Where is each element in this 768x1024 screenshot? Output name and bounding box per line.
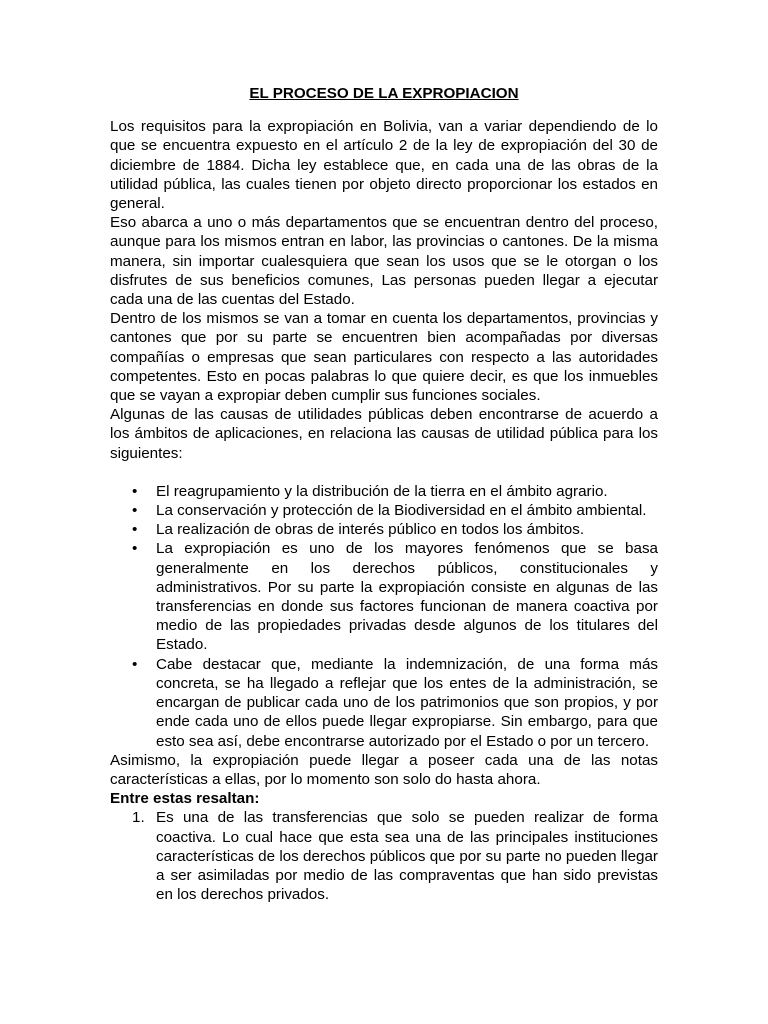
numbered-list bbox=[110, 808, 658, 904]
numbered-item-text: Es una de las transferencias que solo se pueden realizar de forma coactiva. Lo cual hace que esta sea una de las principales instituciones características de los derechos públicos que por su parte no pueden llegar a ser asimiladas por medio de las compraventas que han sido previstas en los derechos privados. bbox=[156, 809, 658, 904]
bullet-item: • La conservación y protección de la Biodiversidad en el ámbito ambiental. bbox=[156, 501, 658, 520]
paragraph: Los requisitos para la expropiación en Bolivia, van a variar dependiendo de lo que se encuentra expuesto en el artículo 2 de la ley de expropiación del 30 de diciembre de 1884. Dicha ley establece que, en cada una de las obras de la utilidad pública, las cuales tienen por objeto directo proporcionar los estados en general. bbox=[110, 118, 658, 213]
bullet-item: • La realización de obras de interés público en todos los ámbitos. bbox=[156, 520, 658, 539]
paragraph: Dentro de los mismos se van a tomar en cuenta los departamentos, provincias y cantones que por su parte se encuentren bien acompañadas por diversas compañías o empresas que sean particulares con respecto a las autoridades competentes. Esto en pocas palabras lo que quiere decir, es que los inmuebles que se vayan a expropiar deben cumplir sus funciones sociales. bbox=[110, 310, 658, 405]
list-number: 1. bbox=[132, 809, 145, 827]
document-title: EL PROCESO DE LA EXPROPIACION bbox=[249, 85, 519, 102]
document-page bbox=[110, 84, 658, 904]
bullet-item: • La expropiación es uno de los mayores fenómenos que se basa generalmente en los derechos públicos, constitucionales y administrativos. Por su parte la expropiación consiste en algunas de las transferencias en donde sus factores funcionan de manera coactiva por medio de las propiedades privadas desde algunos de los titulares del Estado. bbox=[156, 539, 658, 654]
subheading: Entre estas resaltan: bbox=[110, 790, 260, 808]
bullet-item: • El reagrupamiento y la distribución de la tierra en el ámbito agrario. bbox=[156, 482, 658, 501]
numbered-item bbox=[132, 808, 658, 904]
paragraph: Eso abarca a uno o más departamentos que se encuentran dentro del proceso, aunque para los mismos entran en labor, las provincias o cantones. De la misma manera, sin importar cualesquiera que sean los usos que se le otorgan o los disfrutes de sus beneficios comunes, Las personas pueden llegar a ejecutar cada una de las cuentas del Estado. bbox=[110, 214, 658, 309]
paragraph: Asimismo, la expropiación puede llegar a poseer cada una de las notas características a ellas, por lo momento son solo do hasta ahora. bbox=[110, 751, 658, 788]
paragraph: Algunas de las causas de utilidades públicas deben encontrarse de acuerdo a los ámbitos de aplicaciones, en relaciona las causas de utilidad pública para los siguientes: bbox=[110, 406, 658, 462]
bullet-list bbox=[110, 482, 658, 751]
bullet-item: • Cabe destacar que, mediante la indemnización, de una forma más concreta, se ha llegado a reflejar que los entes de la administración, se encargan de publicar cada uno de los patrimonios que son propios, y por ende cada uno de ellos puede llegar expropiarse. Sin embargo, para que esto sea así, debe encontrarse autorizado por el Estado o por un tercero. bbox=[156, 655, 658, 751]
